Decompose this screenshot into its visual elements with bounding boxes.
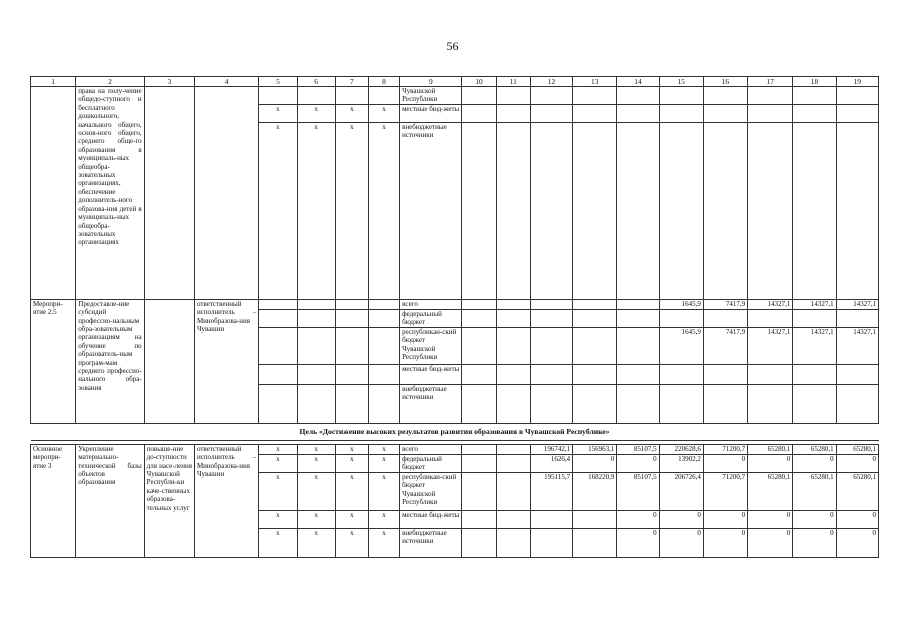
amount-cell [496, 122, 530, 299]
amount-cell: 7417,9 [703, 327, 747, 364]
column-header: 8 [368, 77, 399, 87]
column-header: 9 [400, 77, 462, 87]
code-cell: x [335, 104, 368, 122]
amount-cell [617, 327, 659, 364]
code-cell [335, 364, 368, 384]
code-cell [297, 364, 335, 384]
amount-cell: 206726,4 [659, 472, 703, 510]
amount-cell [617, 299, 659, 309]
amount-cell [496, 384, 530, 423]
code-cell [297, 384, 335, 423]
amount-cell [462, 444, 496, 454]
code-cell: x [297, 454, 335, 472]
amount-cell [462, 364, 496, 384]
amount-cell: 0 [703, 528, 747, 557]
amount-cell [748, 87, 793, 105]
amount-cell [836, 364, 878, 384]
code-cell: x [368, 510, 399, 528]
code-cell: x [259, 454, 297, 472]
measure-executor: ответственный исполнитель – Минобразова-ния Чувашии [194, 444, 258, 557]
amount-cell: 0 [659, 510, 703, 528]
code-cell [259, 364, 297, 384]
amount-cell [836, 122, 878, 299]
amount-cell [462, 327, 496, 364]
amount-cell [617, 104, 659, 122]
funding-source: внебюджетные источники [400, 528, 462, 557]
amount-cell: 0 [573, 454, 617, 472]
column-header: 2 [76, 77, 144, 87]
amount-cell: 65280,1 [836, 444, 878, 454]
amount-cell [496, 309, 530, 327]
amount-cell [462, 309, 496, 327]
amount-cell: 0 [793, 510, 836, 528]
code-cell: x [259, 104, 297, 122]
amount-cell [462, 384, 496, 423]
amount-cell: 0 [703, 510, 747, 528]
column-header: 1 [31, 77, 76, 87]
code-cell: x [335, 510, 368, 528]
amount-cell [793, 122, 836, 299]
amount-cell [496, 299, 530, 309]
table-row [31, 299, 879, 309]
column-header: 19 [836, 77, 878, 87]
code-cell: x [297, 472, 335, 510]
amount-cell [748, 104, 793, 122]
amount-cell [573, 87, 617, 105]
amount-cell [703, 122, 747, 299]
amount-cell: 65280,1 [748, 472, 793, 510]
goal-row [31, 423, 879, 440]
code-cell: x [297, 528, 335, 557]
amount-cell [836, 384, 878, 423]
amount-cell [617, 87, 659, 105]
code-cell [259, 299, 297, 309]
code-cell [368, 87, 399, 105]
amount-cell: 85107,5 [617, 444, 659, 454]
code-cell: x [335, 454, 368, 472]
amount-cell [573, 327, 617, 364]
column-header: 18 [793, 77, 836, 87]
amount-cell: 1645,9 [659, 327, 703, 364]
code-cell [335, 327, 368, 364]
amount-cell: 1626,4 [530, 454, 572, 472]
code-cell [259, 327, 297, 364]
code-cell: x [259, 528, 297, 557]
amount-cell [530, 364, 572, 384]
code-cell: x [335, 472, 368, 510]
amount-cell [573, 309, 617, 327]
page-number: 56 [446, 39, 459, 53]
funding-source: местные бюд-жеты [400, 364, 462, 384]
amount-cell: 220628,6 [659, 444, 703, 454]
amount-cell [496, 444, 530, 454]
amount-cell [793, 384, 836, 423]
measure-target [144, 299, 194, 423]
table-row [31, 87, 879, 105]
measure-executor [194, 87, 258, 300]
amount-cell [462, 528, 496, 557]
column-header: 14 [617, 77, 659, 87]
measure-executor: ответственный исполнитель – Минобразова-ния Чувашии [194, 299, 258, 423]
code-cell: x [368, 528, 399, 557]
amount-cell: 71200,7 [703, 472, 747, 510]
code-cell: x [335, 444, 368, 454]
code-cell: x [335, 528, 368, 557]
amount-cell: 14327,1 [748, 299, 793, 309]
funding-source: внебюджетные источники [400, 384, 462, 423]
amount-cell [462, 510, 496, 528]
column-header: 5 [259, 77, 297, 87]
code-cell: x [259, 510, 297, 528]
code-cell [259, 309, 297, 327]
amount-cell [496, 327, 530, 364]
measure-description: права на полу-чение общедо-ступного и бесплатного дошкольного, начального общего, основ-ного общего, среднего обще-го образования в муниципаль-ных общеобра-зовательных организациях, обеспечение дополнитель-ного образова-ния детей в муниципаль-ных общеобра-зовательных организациях [76, 87, 144, 300]
amount-cell: 71200,7 [703, 444, 747, 454]
amount-cell: 0 [748, 454, 793, 472]
amount-cell: 0 [617, 454, 659, 472]
code-cell [368, 299, 399, 309]
amount-cell: 0 [659, 528, 703, 557]
amount-cell [617, 384, 659, 423]
funding-source: Чувашской Республики [400, 87, 462, 105]
code-cell [335, 309, 368, 327]
amount-cell [530, 104, 572, 122]
budget-table [30, 76, 879, 558]
amount-cell [617, 364, 659, 384]
amount-cell [659, 364, 703, 384]
table-row [31, 444, 879, 454]
amount-cell: 7417,9 [703, 299, 747, 309]
amount-cell [530, 87, 572, 105]
amount-cell [496, 104, 530, 122]
amount-cell: 0 [836, 528, 878, 557]
code-cell: x [297, 444, 335, 454]
column-header: 10 [462, 77, 496, 87]
code-cell: x [259, 122, 297, 299]
amount-cell [793, 309, 836, 327]
amount-cell [462, 87, 496, 105]
header-row [31, 77, 879, 87]
measure-description: Предоставле-ние субсидий профессио-нальным обра-зовательным организациям на обучение по образователь-ным програм-мам среднего профессио-нального обра-зования [76, 299, 144, 423]
amount-cell [659, 309, 703, 327]
amount-cell [573, 122, 617, 299]
column-header: 12 [530, 77, 572, 87]
amount-cell: 0 [836, 454, 878, 472]
goal-heading: Цель «Достижение высоких результатов развития образования в Чувашской Республике» [31, 423, 879, 440]
funding-source: местные бюд-жеты [400, 510, 462, 528]
amount-cell: 14327,1 [793, 299, 836, 309]
amount-cell: 156963,1 [573, 444, 617, 454]
amount-cell [793, 104, 836, 122]
column-header: 7 [335, 77, 368, 87]
amount-cell [530, 510, 572, 528]
amount-cell [496, 454, 530, 472]
funding-source: федеральный бюджет [400, 454, 462, 472]
amount-cell: 65280,1 [793, 444, 836, 454]
amount-cell [617, 122, 659, 299]
code-cell [368, 309, 399, 327]
amount-cell: 65280,1 [836, 472, 878, 510]
code-cell: x [259, 472, 297, 510]
code-cell: x [368, 472, 399, 510]
amount-cell [462, 299, 496, 309]
column-header: 16 [703, 77, 747, 87]
code-cell [335, 299, 368, 309]
amount-cell: 14327,1 [836, 327, 878, 364]
funding-source: внебюджетные источники [400, 122, 462, 299]
code-cell: x [297, 104, 335, 122]
code-cell [335, 87, 368, 105]
funding-source: федеральный бюджет [400, 309, 462, 327]
code-cell [368, 327, 399, 364]
funding-source: всего [400, 299, 462, 309]
code-cell [297, 327, 335, 364]
amount-cell [659, 104, 703, 122]
funding-source: местные бюд-жеты [400, 104, 462, 122]
amount-cell: 1645,9 [659, 299, 703, 309]
amount-cell: 195115,7 [530, 472, 572, 510]
measure-code: Меропри-ятие 2.5 [31, 299, 76, 423]
amount-cell: 0 [617, 510, 659, 528]
measure-code [31, 87, 76, 300]
amount-cell [659, 122, 703, 299]
amount-cell [573, 299, 617, 309]
amount-cell [748, 384, 793, 423]
amount-cell [703, 364, 747, 384]
amount-cell: 0 [793, 528, 836, 557]
amount-cell [496, 510, 530, 528]
amount-cell: 14327,1 [793, 327, 836, 364]
amount-cell [659, 384, 703, 423]
amount-cell: 0 [703, 454, 747, 472]
code-cell: x [297, 510, 335, 528]
amount-cell [573, 528, 617, 557]
funding-source: республикан-ский бюджет Чувашской Республики [400, 327, 462, 364]
amount-cell [659, 87, 703, 105]
code-cell [259, 87, 297, 105]
measure-description: Укрепление материально-технической базы объектов образования [76, 444, 144, 557]
amount-cell [530, 122, 572, 299]
measure-target [144, 87, 194, 300]
amount-cell [462, 104, 496, 122]
amount-cell [496, 364, 530, 384]
amount-cell [496, 528, 530, 557]
amount-cell [530, 299, 572, 309]
amount-cell [530, 309, 572, 327]
amount-cell [573, 104, 617, 122]
amount-cell [836, 104, 878, 122]
amount-cell [748, 309, 793, 327]
code-cell: x [368, 444, 399, 454]
column-header: 4 [194, 77, 258, 87]
amount-cell: 65280,1 [793, 472, 836, 510]
amount-cell: 14327,1 [836, 299, 878, 309]
amount-cell [462, 122, 496, 299]
amount-cell [530, 327, 572, 364]
code-cell [297, 309, 335, 327]
amount-cell: 196742,1 [530, 444, 572, 454]
amount-cell [703, 309, 747, 327]
code-cell: x [368, 122, 399, 299]
amount-cell [703, 384, 747, 423]
amount-cell [836, 309, 878, 327]
amount-cell [496, 472, 530, 510]
amount-cell: 0 [617, 528, 659, 557]
code-cell [297, 299, 335, 309]
amount-cell: 85107,5 [617, 472, 659, 510]
amount-cell [462, 472, 496, 510]
column-header: 15 [659, 77, 703, 87]
amount-cell [748, 364, 793, 384]
code-cell [297, 87, 335, 105]
code-cell: x [368, 104, 399, 122]
code-cell [368, 384, 399, 423]
amount-cell [703, 104, 747, 122]
amount-cell [703, 87, 747, 105]
amount-cell: 0 [748, 528, 793, 557]
amount-cell [462, 454, 496, 472]
code-cell [335, 384, 368, 423]
code-cell: x [335, 122, 368, 299]
amount-cell: 65280,1 [748, 444, 793, 454]
amount-cell [573, 510, 617, 528]
column-header: 13 [573, 77, 617, 87]
amount-cell [793, 364, 836, 384]
amount-cell [617, 309, 659, 327]
amount-cell [793, 87, 836, 105]
amount-cell: 0 [836, 510, 878, 528]
measure-target: повыше-ние до-ступности для насе-ления Чувашской Республи-ки каче-ственных образова-тельных услуг [144, 444, 194, 557]
amount-cell [573, 384, 617, 423]
amount-cell [836, 87, 878, 105]
amount-cell: 14327,1 [748, 327, 793, 364]
amount-cell [573, 364, 617, 384]
code-cell [368, 364, 399, 384]
amount-cell: 0 [748, 510, 793, 528]
amount-cell: 13902,2 [659, 454, 703, 472]
column-header: 17 [748, 77, 793, 87]
funding-source: республикан-ский бюджет Чувашской Республики [400, 472, 462, 510]
code-cell: x [259, 444, 297, 454]
amount-cell: 168220,9 [573, 472, 617, 510]
amount-cell [530, 384, 572, 423]
column-header: 11 [496, 77, 530, 87]
measure-code: Основное меропри-ятие 3 [31, 444, 76, 557]
amount-cell [748, 122, 793, 299]
funding-source: всего [400, 444, 462, 454]
column-header: 6 [297, 77, 335, 87]
amount-cell: 0 [793, 454, 836, 472]
code-cell [259, 384, 297, 423]
code-cell: x [297, 122, 335, 299]
column-header: 3 [144, 77, 194, 87]
code-cell: x [368, 454, 399, 472]
amount-cell [530, 528, 572, 557]
amount-cell [496, 87, 530, 105]
